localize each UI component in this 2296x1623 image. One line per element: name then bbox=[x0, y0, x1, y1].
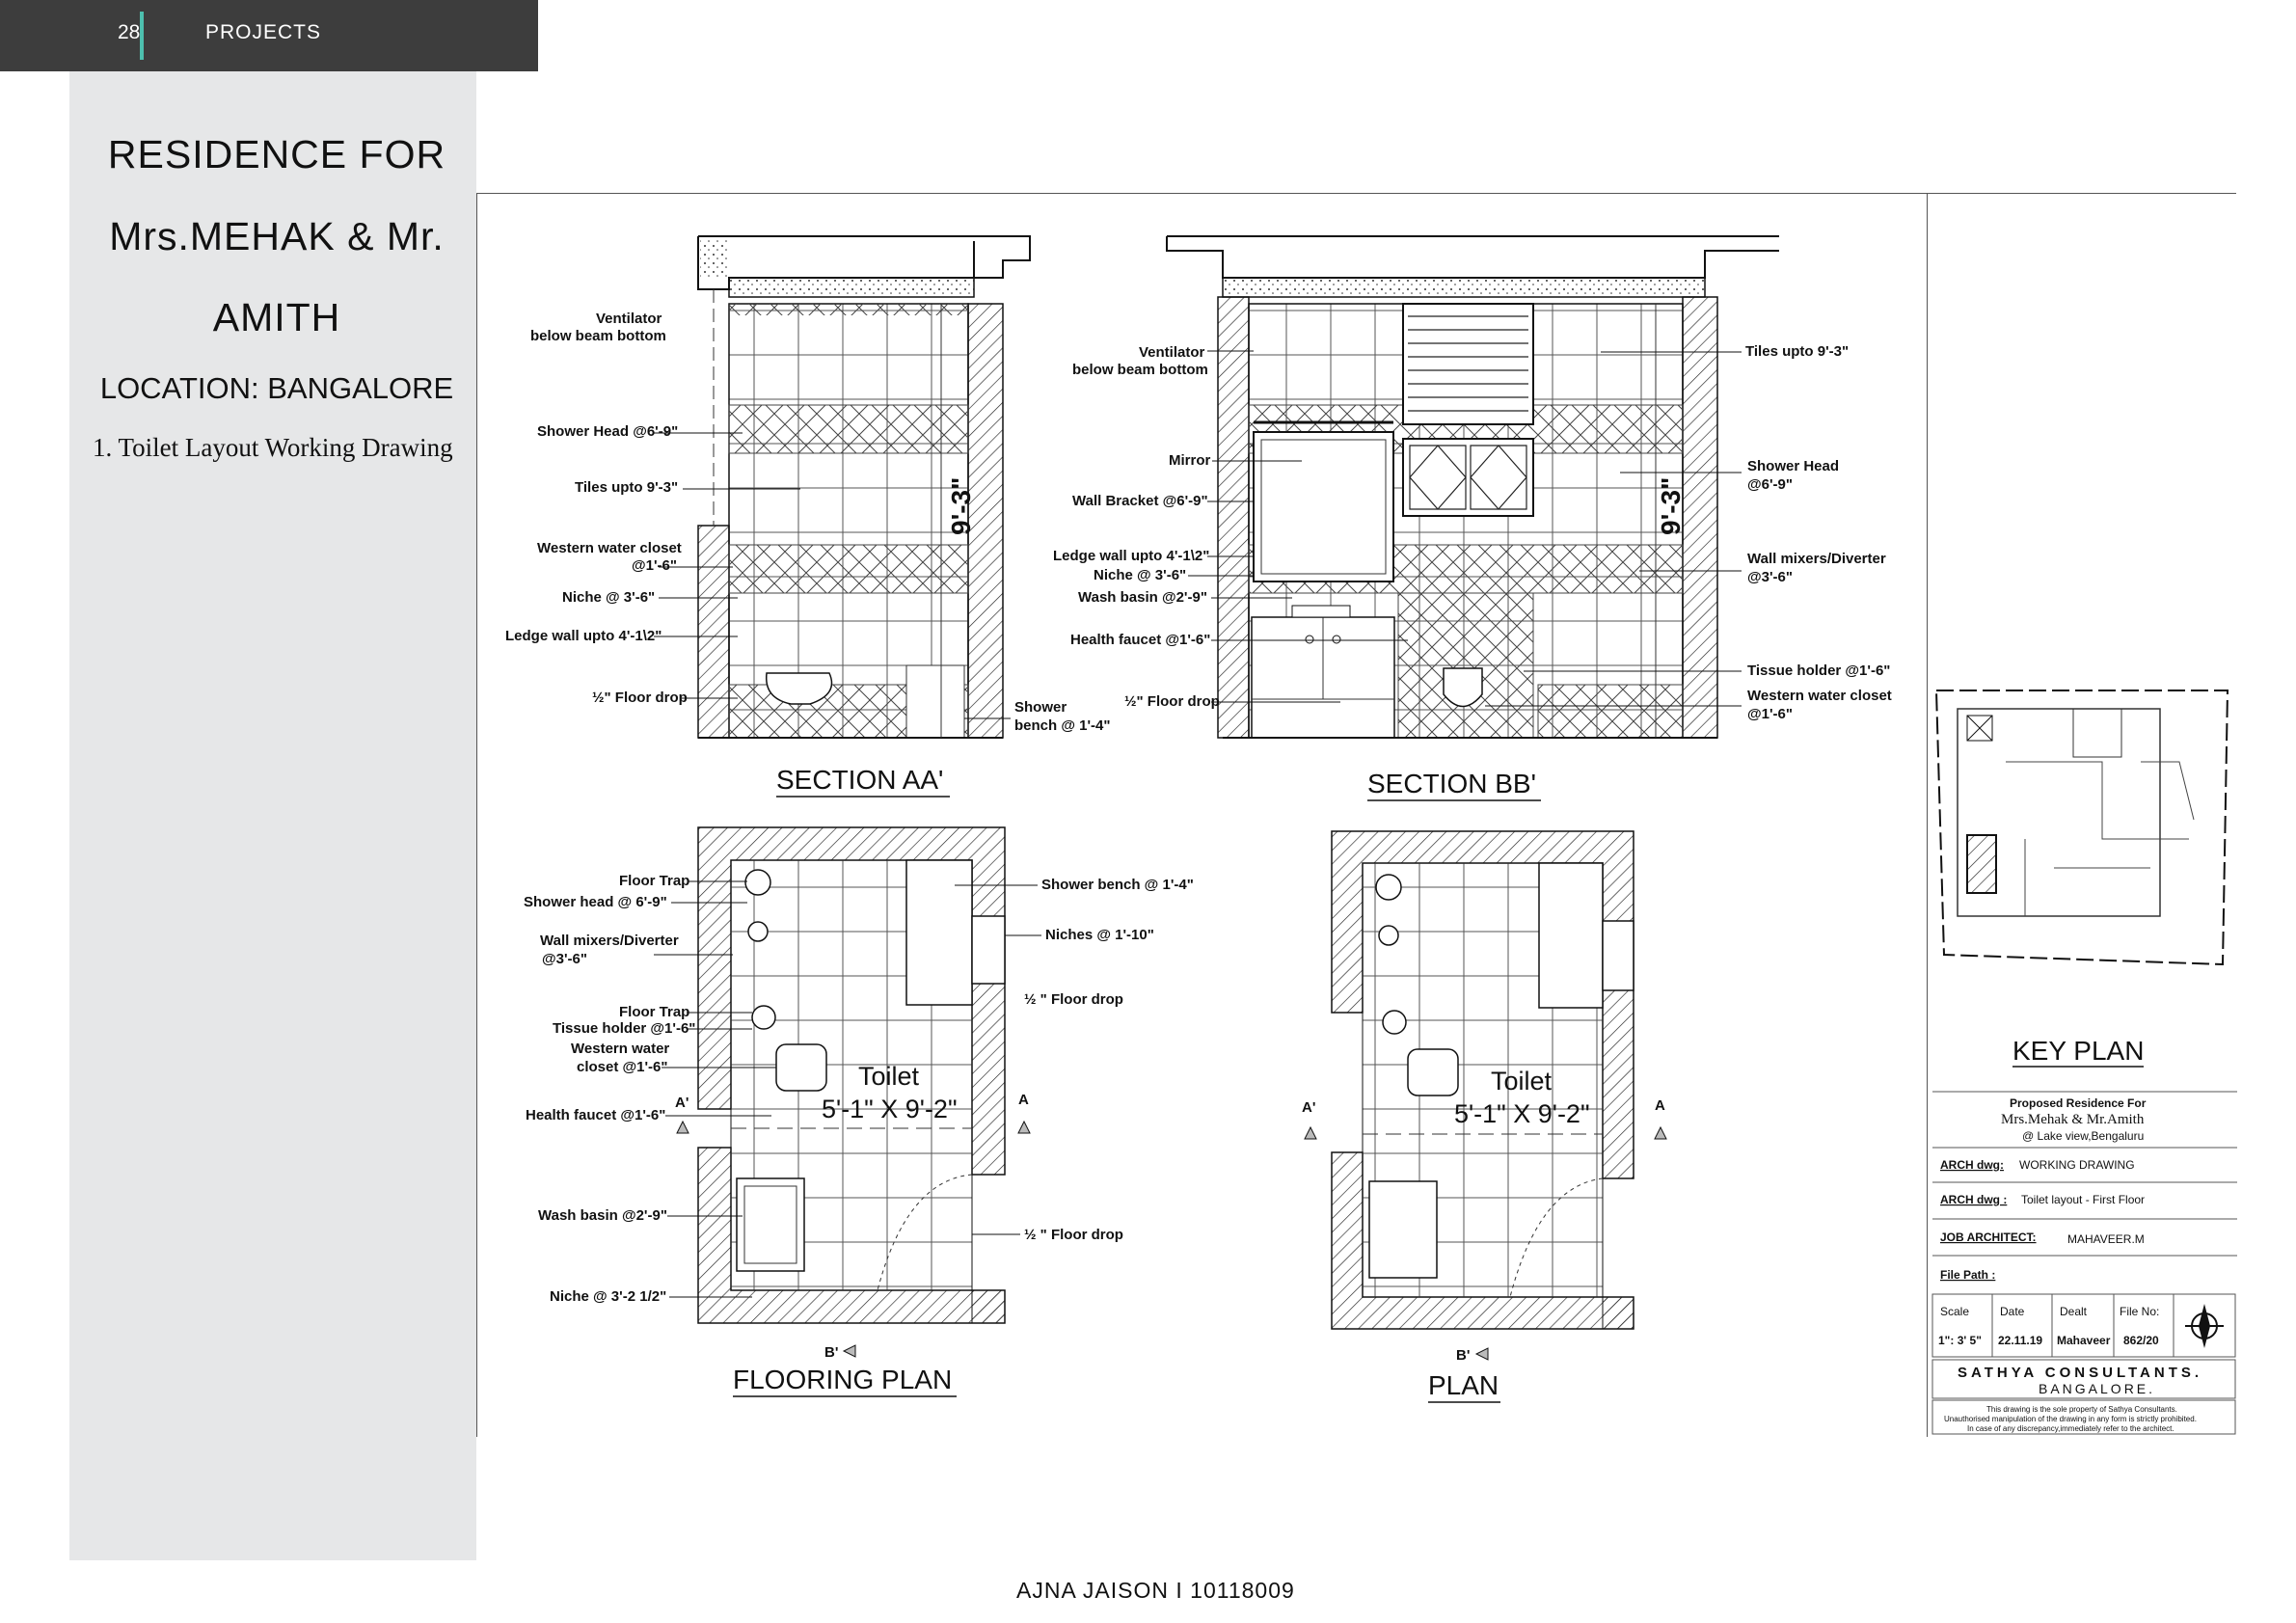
project-title-line-1: RESIDENCE FOR bbox=[107, 132, 446, 176]
section-aa-title: SECTION AA' bbox=[776, 765, 944, 795]
section-bb-title: SECTION BB' bbox=[1367, 769, 1536, 798]
key-plan-drawing bbox=[1936, 690, 2228, 964]
flooring-plan-title: FLOORING PLAN bbox=[733, 1365, 953, 1394]
aa-label-wc: Western water closet bbox=[537, 540, 682, 556]
project-title-line-2: Mrs.MEHAK & Mr. bbox=[109, 214, 445, 258]
aa-label-floor-drop: ½" Floor drop bbox=[592, 690, 688, 706]
flooring-plan-size: 5'-1" X 9'-2" bbox=[822, 1095, 958, 1123]
aa-label-ledge: Ledge wall upto 4'-1\2" bbox=[505, 628, 662, 644]
bb-label-ventilator-2: below beam bottom bbox=[1072, 362, 1208, 378]
plan-marker-b-prime: B' bbox=[1456, 1347, 1471, 1364]
bb-label-health-faucet: Health faucet @1'-6" bbox=[1070, 632, 1211, 648]
aa-label-wc-2: @1'-6" bbox=[632, 557, 677, 574]
bb-label-tissue-holder: Tissue holder @1'-6" bbox=[1747, 663, 1891, 679]
fp-label-shower-bench: Shower bench @ 1'-4" bbox=[1041, 877, 1194, 893]
aa-label-bench: bench @ 1'-4" bbox=[1014, 717, 1111, 734]
tb-dealt-label: Dealt bbox=[2060, 1305, 2088, 1318]
bb-label-shower-head-2: @6'-9" bbox=[1747, 476, 1793, 493]
bb-label-wc-2: @1'-6" bbox=[1747, 706, 1793, 722]
fp-label-wc-2: closet @1'-6" bbox=[577, 1059, 668, 1075]
tb-date-value: 22.11.19 bbox=[1998, 1334, 2043, 1347]
plan-marker-a-prime-icon bbox=[1305, 1127, 1316, 1139]
plan-room: Toilet bbox=[1491, 1067, 1553, 1096]
bb-label-niche: Niche @ 3'-6" bbox=[1094, 567, 1187, 583]
fp-label-wall-mixers-2: @3'-6" bbox=[542, 951, 587, 967]
page-footer: AJNA JAISON I 10118009 bbox=[1016, 1578, 1295, 1603]
flooring-plan-room: Toilet bbox=[858, 1062, 920, 1091]
plan-marker-a-prime: A' bbox=[1302, 1099, 1316, 1116]
tb-scale-label: Scale bbox=[1940, 1305, 1970, 1318]
page-number: 28 bbox=[118, 21, 141, 43]
key-plan-title: KEY PLAN bbox=[2012, 1036, 2145, 1066]
section-title: PROJECTS bbox=[205, 21, 322, 43]
fp-label-floor-drop-2: ½ " Floor drop bbox=[1024, 1227, 1123, 1243]
tb-row-2-label: ARCH dwg : bbox=[1940, 1193, 2008, 1206]
bb-label-wall-bracket: Wall Bracket @6'-9" bbox=[1072, 493, 1208, 509]
bb-label-ventilator: Ventilator bbox=[1139, 344, 1205, 361]
fp-label-tissue-holder: Tissue holder @1'-6" bbox=[553, 1020, 696, 1037]
tb-dealt-value: Mahaveer bbox=[2057, 1334, 2111, 1347]
plan-size: 5'-1" X 9'-2" bbox=[1454, 1099, 1590, 1128]
aa-label-shower: Shower bbox=[1014, 699, 1067, 716]
bb-label-tiles: Tiles upto 9'-3" bbox=[1745, 343, 1850, 360]
fp-label-niches: Niches @ 1'-10" bbox=[1045, 927, 1154, 943]
north-arrow-icon bbox=[2185, 1304, 2224, 1348]
fp-label-floor-trap: Floor Trap bbox=[619, 873, 690, 889]
tb-client: Mrs.Mehak & Mr.Amith bbox=[2001, 1112, 2145, 1127]
drawing-list-item: 1. Toilet Layout Working Drawing bbox=[93, 433, 453, 462]
bb-label-wall-mixers-2: @3'-6" bbox=[1747, 569, 1793, 585]
section-bb-drawing bbox=[1167, 236, 1779, 738]
section-bb-height: 9'-3" bbox=[1656, 476, 1686, 535]
bb-label-shower-head: Shower Head bbox=[1747, 458, 1840, 474]
bb-label-mirror: Mirror bbox=[1169, 452, 1211, 469]
aa-label-ventilator: Ventilator bbox=[596, 311, 662, 327]
tb-site: @ Lake view,Bengaluru bbox=[2022, 1129, 2145, 1143]
section-aa-drawing bbox=[698, 236, 1030, 738]
tb-city: BANGALORE. bbox=[2039, 1381, 2156, 1396]
plan-marker-a-icon bbox=[1655, 1127, 1666, 1139]
fp-label-wash-basin: Wash basin @2'-9" bbox=[538, 1207, 667, 1224]
tb-firm: SATHYA CONSULTANTS. bbox=[1958, 1365, 2203, 1381]
tb-note-3: In case of any discrepancy,immediately refer to the architect. bbox=[1967, 1424, 2174, 1433]
flooring-plan-drawing bbox=[698, 827, 1005, 1323]
tb-row-1-label: ARCH dwg: bbox=[1940, 1158, 2004, 1172]
plan-marker-b-prime-icon bbox=[1476, 1348, 1488, 1360]
plan-marker-a: A bbox=[1655, 1097, 1665, 1114]
bb-label-ledge: Ledge wall upto 4'-1\2" bbox=[1053, 548, 1210, 564]
tb-row-3-label: JOB ARCHITECT: bbox=[1940, 1231, 2037, 1244]
tb-date-label: Date bbox=[2000, 1305, 2025, 1318]
aa-label-tiles: Tiles upto 9'-3" bbox=[575, 479, 679, 496]
fp-marker-a: A bbox=[1018, 1092, 1029, 1108]
project-title-line-3: AMITH bbox=[212, 295, 341, 339]
tb-note-2: Unauthorised manipulation of the drawing in any form is strictly prohibited. bbox=[1944, 1415, 2197, 1423]
tb-row-4-label: File Path : bbox=[1940, 1268, 1996, 1282]
fp-label-health-faucet: Health faucet @1'-6" bbox=[526, 1107, 666, 1123]
tb-proposed: Proposed Residence For bbox=[2010, 1096, 2147, 1110]
tb-row-3-value: MAHAVEER.M bbox=[2067, 1232, 2145, 1246]
tb-row-1-value: WORKING DRAWING bbox=[2019, 1158, 2135, 1172]
bb-label-floor-drop: ½" Floor drop bbox=[1124, 693, 1220, 710]
fp-marker-b-prime: B' bbox=[824, 1344, 839, 1361]
fp-label-floor-trap-2: Floor Trap bbox=[619, 1004, 690, 1020]
tb-fileno-label: File No: bbox=[2120, 1305, 2160, 1318]
project-location: LOCATION: BANGALORE bbox=[99, 371, 454, 405]
fp-label-wall-mixers: Wall mixers/Diverter bbox=[540, 933, 679, 949]
tb-note-1: This drawing is the sole property of Sathya Consultants. bbox=[1986, 1405, 2177, 1414]
marker-b-prime-icon bbox=[844, 1345, 855, 1357]
aa-label-niche: Niche @ 3'-6" bbox=[562, 589, 656, 606]
fp-label-wc: Western water bbox=[571, 1041, 670, 1057]
fp-label-shower-head: Shower head @ 6'-9" bbox=[524, 894, 667, 910]
aa-label-ventilator-2: below beam bottom bbox=[530, 328, 666, 344]
aa-label-shower-head: Shower Head @6'-9" bbox=[537, 423, 679, 440]
bb-label-wash-basin: Wash basin @2'-9" bbox=[1078, 589, 1207, 606]
fp-marker-a-prime: A' bbox=[675, 1095, 689, 1111]
fp-label-niche: Niche @ 3'-2 1/2" bbox=[550, 1288, 667, 1305]
tb-row-2-value: Toilet layout - First Floor bbox=[2021, 1193, 2146, 1206]
marker-a-prime-icon bbox=[677, 1122, 689, 1133]
section-aa-height: 9'-3" bbox=[946, 476, 976, 535]
tb-fileno-value: 862/20 bbox=[2123, 1334, 2159, 1347]
bb-label-wc: Western water closet bbox=[1747, 688, 1892, 704]
marker-a-icon bbox=[1018, 1122, 1030, 1133]
tb-scale-value: 1": 3' 5" bbox=[1938, 1334, 1982, 1347]
fp-label-floor-drop: ½ " Floor drop bbox=[1024, 991, 1123, 1008]
plan-title: PLAN bbox=[1428, 1370, 1499, 1400]
bb-label-wall-mixers: Wall mixers/Diverter bbox=[1747, 551, 1886, 567]
plan-drawing bbox=[1332, 831, 1634, 1329]
